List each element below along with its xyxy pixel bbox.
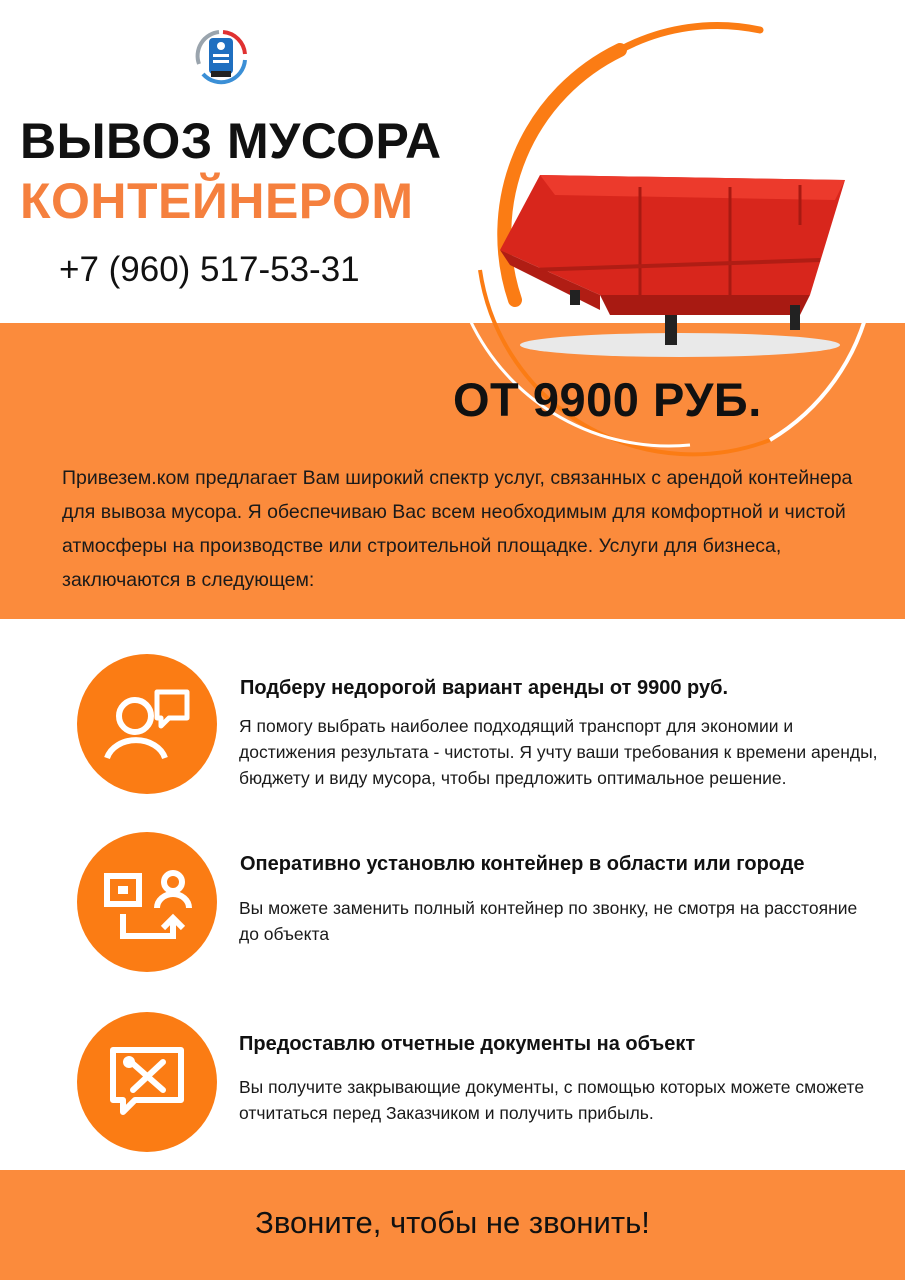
feature-title: Подберу недорогой вариант аренды от 9900 руб. (240, 677, 729, 699)
delivery-user-icon (77, 832, 217, 972)
title-line-1: ВЫВОЗ МУСОРА (20, 113, 442, 169)
red-waste-container (490, 165, 860, 365)
feature-title: Предоставлю отчетные документы на объект (239, 1033, 696, 1055)
intro-text: Привезем.ком предлагает Вам широкий спектр услуг, связанных с арендой контейнера для вывоза мусора. Я обеспечиваю Вас всем необходимым для комфортной и чистой атмосферы на производстве или строительной площадке. Услуги для бизнеса, заключаются в следующем: (62, 467, 853, 591)
feature-icon-circle (77, 832, 217, 972)
feature-icon-circle (77, 654, 217, 794)
footer-slogan: Звоните, чтобы не звонить! (255, 1205, 650, 1240)
feature-text: Я помогу выбрать наиболее подходящий транспорт для экономии и достижения результата - чистоты. Я учту ваши требования к времени аренды, бюджету и виду мусора, чтобы предложить оптимальное решение. (239, 716, 878, 788)
feature-icon-circle (77, 1012, 217, 1152)
person-chat-icon (77, 654, 217, 794)
feature-title: Оперативно установлю контейнер в области или городе (240, 853, 805, 875)
price-label: ОТ 9900 РУБ. (453, 373, 762, 426)
feature-text: Вы можете заменить полный контейнер по звонку, не смотря на расстояние до объекта (239, 898, 858, 944)
title-line-2: КОНТЕЙНЕРОМ (20, 173, 414, 229)
phone-number[interactable]: +7 (960) 517-53-31 (59, 250, 360, 289)
feature-text: Вы получите закрывающие документы, с помощью которых можете сможете отчитаться перед Заказчиком и получить прибыль. (239, 1077, 865, 1123)
tools-message-icon (77, 1012, 217, 1152)
truck-emblem-icon (189, 24, 253, 88)
logo (189, 24, 253, 88)
